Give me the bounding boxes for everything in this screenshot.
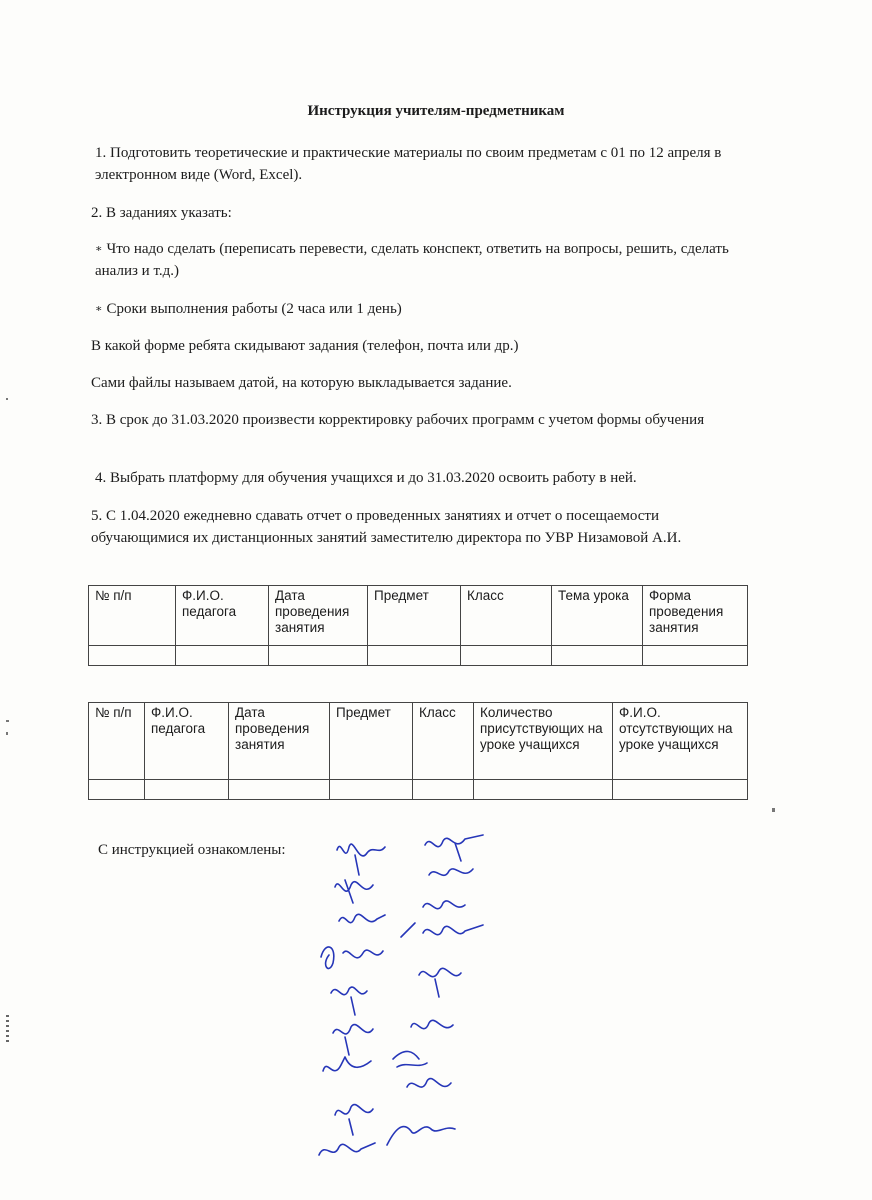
table-header-cell: Количество присутствующих на уроке учащихся: [474, 703, 613, 780]
table-header-cell: Ф.И.О. педагога: [145, 703, 229, 780]
table-header-cell: Предмет: [330, 703, 413, 780]
signature-mark: [337, 844, 385, 875]
signature-mark: [339, 914, 385, 922]
signature-mark: [387, 1127, 455, 1145]
table-header-cell: Дата проведения занятия: [229, 703, 330, 780]
signature-mark: [321, 947, 383, 969]
document-title: Инструкция учителям-предметникам: [307, 103, 565, 119]
signature-mark: [407, 1078, 451, 1087]
table-header-row: [89, 703, 748, 780]
table-row: [89, 780, 748, 800]
paragraph-1: 1. Подготовить теоретические и практические материалы по своим предметам с 01 по 12 апреля в электронном виде (Word, Excel).: [95, 145, 722, 183]
scan-speck: [772, 808, 775, 812]
table-cell: [89, 780, 145, 800]
table-cell: [176, 646, 269, 666]
paragraph-7: 5. С 1.04.2020 ежедневно сдавать отчет о проведенных занятиях и отчет о посещаемости обучающимися их дистанционных занятий заместителю директора по УВР Низамовой А.И.: [91, 508, 682, 546]
table-header-cell: Ф.И.О. педагога: [176, 586, 269, 646]
signature-mark: [333, 1024, 373, 1055]
table-row: [89, 646, 748, 666]
table-header-cell: № п/п: [89, 703, 145, 780]
table-cell: [89, 646, 176, 666]
signature-mark: [401, 923, 483, 937]
signature-mark: [393, 1051, 427, 1067]
table-cell: [229, 780, 330, 800]
paragraph-5: 3. В срок до 31.03.2020 произвести корректировку рабочих программ с учетом формы обучения: [91, 412, 705, 428]
signature-mark: [331, 987, 367, 1015]
bullet-item-2-text: Сроки выполнения работы (2 часа или 1 день): [106, 301, 402, 317]
acknowledgement-label: С инструкцией ознакомлены:: [98, 842, 286, 858]
bullet-item-1: [95, 238, 745, 282]
signature-mark: [429, 869, 473, 875]
scan-speck: [6, 732, 8, 735]
paragraph-4: Сами файлы называем датой, на которую выкладывается задание.: [91, 375, 512, 391]
signature-mark: [425, 835, 483, 861]
table-header-cell: Тема урока: [552, 586, 643, 646]
table-cell: [613, 780, 748, 800]
table-cell: [269, 646, 368, 666]
lessons-report-table: [88, 585, 748, 666]
table-header-cell: Дата проведения занятия: [269, 586, 368, 646]
table-cell: [413, 780, 474, 800]
signature-mark: [411, 1020, 453, 1028]
signature-mark: [335, 880, 373, 903]
table-cell: [368, 646, 461, 666]
table-header-cell: Предмет: [368, 586, 461, 646]
signature-mark: [319, 1143, 375, 1155]
table-header-cell: Ф.И.О. отсутствующих на уроке учащихся: [613, 703, 748, 780]
table-cell: [474, 780, 613, 800]
bullet-item-1-text: Что надо сделать (переписать перевести, сделать конспект, ответить на вопросы, решить, сделать анализ и т.д.): [95, 241, 729, 279]
bullet-item-2: [95, 298, 745, 320]
paragraph-6: 4. Выбрать платформу для обучения учащихся и до 31.03.2020 освоить работу в ней.: [95, 470, 637, 486]
table-cell: [461, 646, 552, 666]
table-header-cell: № п/п: [89, 586, 176, 646]
scan-speck: [6, 720, 9, 722]
scan-speck: [6, 398, 8, 400]
table-header-cell: Класс: [413, 703, 474, 780]
table-header-row: [89, 586, 748, 646]
bullet-icon: ∗: [95, 303, 103, 315]
attendance-report-table: [88, 702, 748, 800]
table-cell: [552, 646, 643, 666]
table-header-cell: Класс: [461, 586, 552, 646]
signature-mark: [419, 968, 461, 997]
signature-mark: [335, 1104, 373, 1135]
paragraph-2: 2. В заданиях указать:: [91, 205, 232, 221]
signature-mark: [423, 901, 465, 909]
table-cell: [643, 646, 748, 666]
signature-mark: [323, 1057, 371, 1071]
table-header-cell: Форма проведения занятия: [643, 586, 748, 646]
table-cell: [145, 780, 229, 800]
signatures-block: [315, 825, 515, 1190]
scan-speck: [6, 1015, 9, 1045]
table-cell: [330, 780, 413, 800]
bullet-icon: ∗: [95, 243, 103, 255]
paragraph-3: В какой форме ребята скидывают задания (телефон, почта или др.): [91, 338, 519, 354]
